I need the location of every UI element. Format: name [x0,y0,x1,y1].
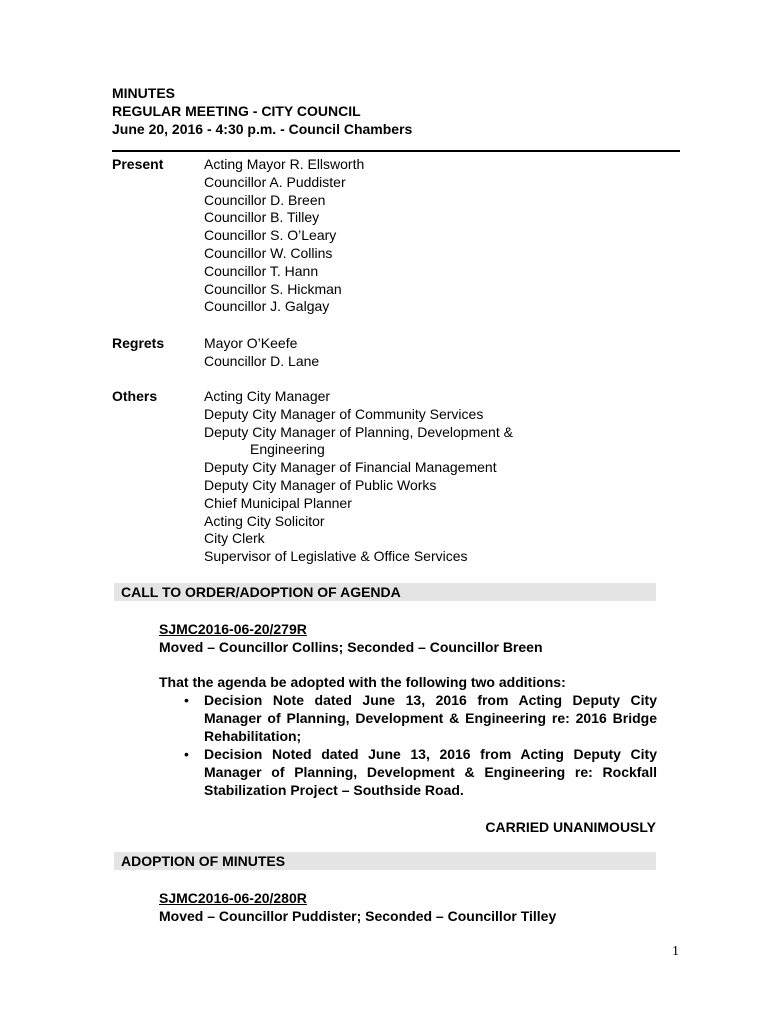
others-title: City Clerk [204,530,265,547]
regrets-name: Councillor D. Lane [204,352,320,369]
present-name: Councillor A. Puddister [204,173,346,190]
others-title: Deputy City Manager of Community Services [204,405,484,422]
others-title: Deputy City Manager of Public Works [204,476,437,493]
motion-code: SJMC2016-06-20/279R [159,621,307,637]
agenda-addition-text: Decision Noted dated June 13, 2016 from Acting Deputy City Manager of Planning, Development & Engineering re: Rockfall Stabilization Project – Southside Road. [204,746,657,798]
present-label: Present [112,156,164,172]
present-name: Councillor B. Tilley [204,209,320,226]
document-type: MINUTES [112,85,175,101]
others-title: Deputy City Manager of Planning, Development & [204,423,513,440]
bullet-icon: • [184,692,189,708]
agenda-motion [159,620,543,656]
others-title: Acting City Manager [204,388,331,404]
others-title: Supervisor of Legislative & Office Services [204,548,468,565]
others-label: Others [112,388,158,404]
motion-result: CARRIED UNANIMOUSLY [485,819,656,835]
present-list [204,156,364,316]
agenda-additions-list [159,691,657,799]
agenda-resolution [159,673,657,799]
page-number: 1 [672,944,679,959]
moved-seconded-line: Moved – Councillor Puddister; Seconded – Councillor Tilley [159,908,557,924]
meeting-date-location: June 20, 2016 - 4:30 p.m. - Council Chambers [112,121,413,137]
meeting-title: REGULAR MEETING - CITY COUNCIL [112,103,361,119]
agenda-addition-item [159,691,657,745]
minutes-motion [159,889,556,925]
adoption-of-minutes-heading: ADOPTION OF MINUTES [114,852,656,870]
call-to-order-heading: CALL TO ORDER/ADOPTION OF AGENDA [114,583,656,601]
present-name: Acting Mayor R. Ellsworth [204,156,365,172]
agenda-addition-item [159,745,657,799]
present-name: Councillor D. Breen [204,191,326,208]
regrets-name: Mayor O’Keefe [204,335,298,351]
others-list [204,388,513,566]
present-name: Councillor W. Collins [204,244,333,261]
minutes-header [112,84,412,138]
regrets-label: Regrets [112,335,165,351]
agenda-addition-text: Decision Note dated June 13, 2016 from Acting Deputy City Manager of Planning, Development & Engineering re: 2016 Bridge Rehabilitation; [204,692,657,744]
others-title: Chief Municipal Planner [204,494,352,511]
others-title-continuation: Engineering [250,441,325,458]
header-rule [112,150,680,152]
motion-code: SJMC2016-06-20/280R [159,890,307,906]
present-name: Councillor S. Hickman [204,280,342,297]
resolution-intro: That the agenda be adopted with the following two additions: [159,674,566,690]
regrets-list [204,335,319,371]
others-title: Deputy City Manager of Financial Management [204,459,497,476]
present-name: Councillor T. Hann [204,262,319,279]
present-name: Councillor S. O’Leary [204,227,337,244]
moved-seconded-line: Moved – Councillor Collins; Seconded – Councillor Breen [159,639,543,655]
others-title: Acting City Solicitor [204,512,325,529]
bullet-icon: • [184,746,189,762]
present-name: Councillor J. Galgay [204,298,330,315]
